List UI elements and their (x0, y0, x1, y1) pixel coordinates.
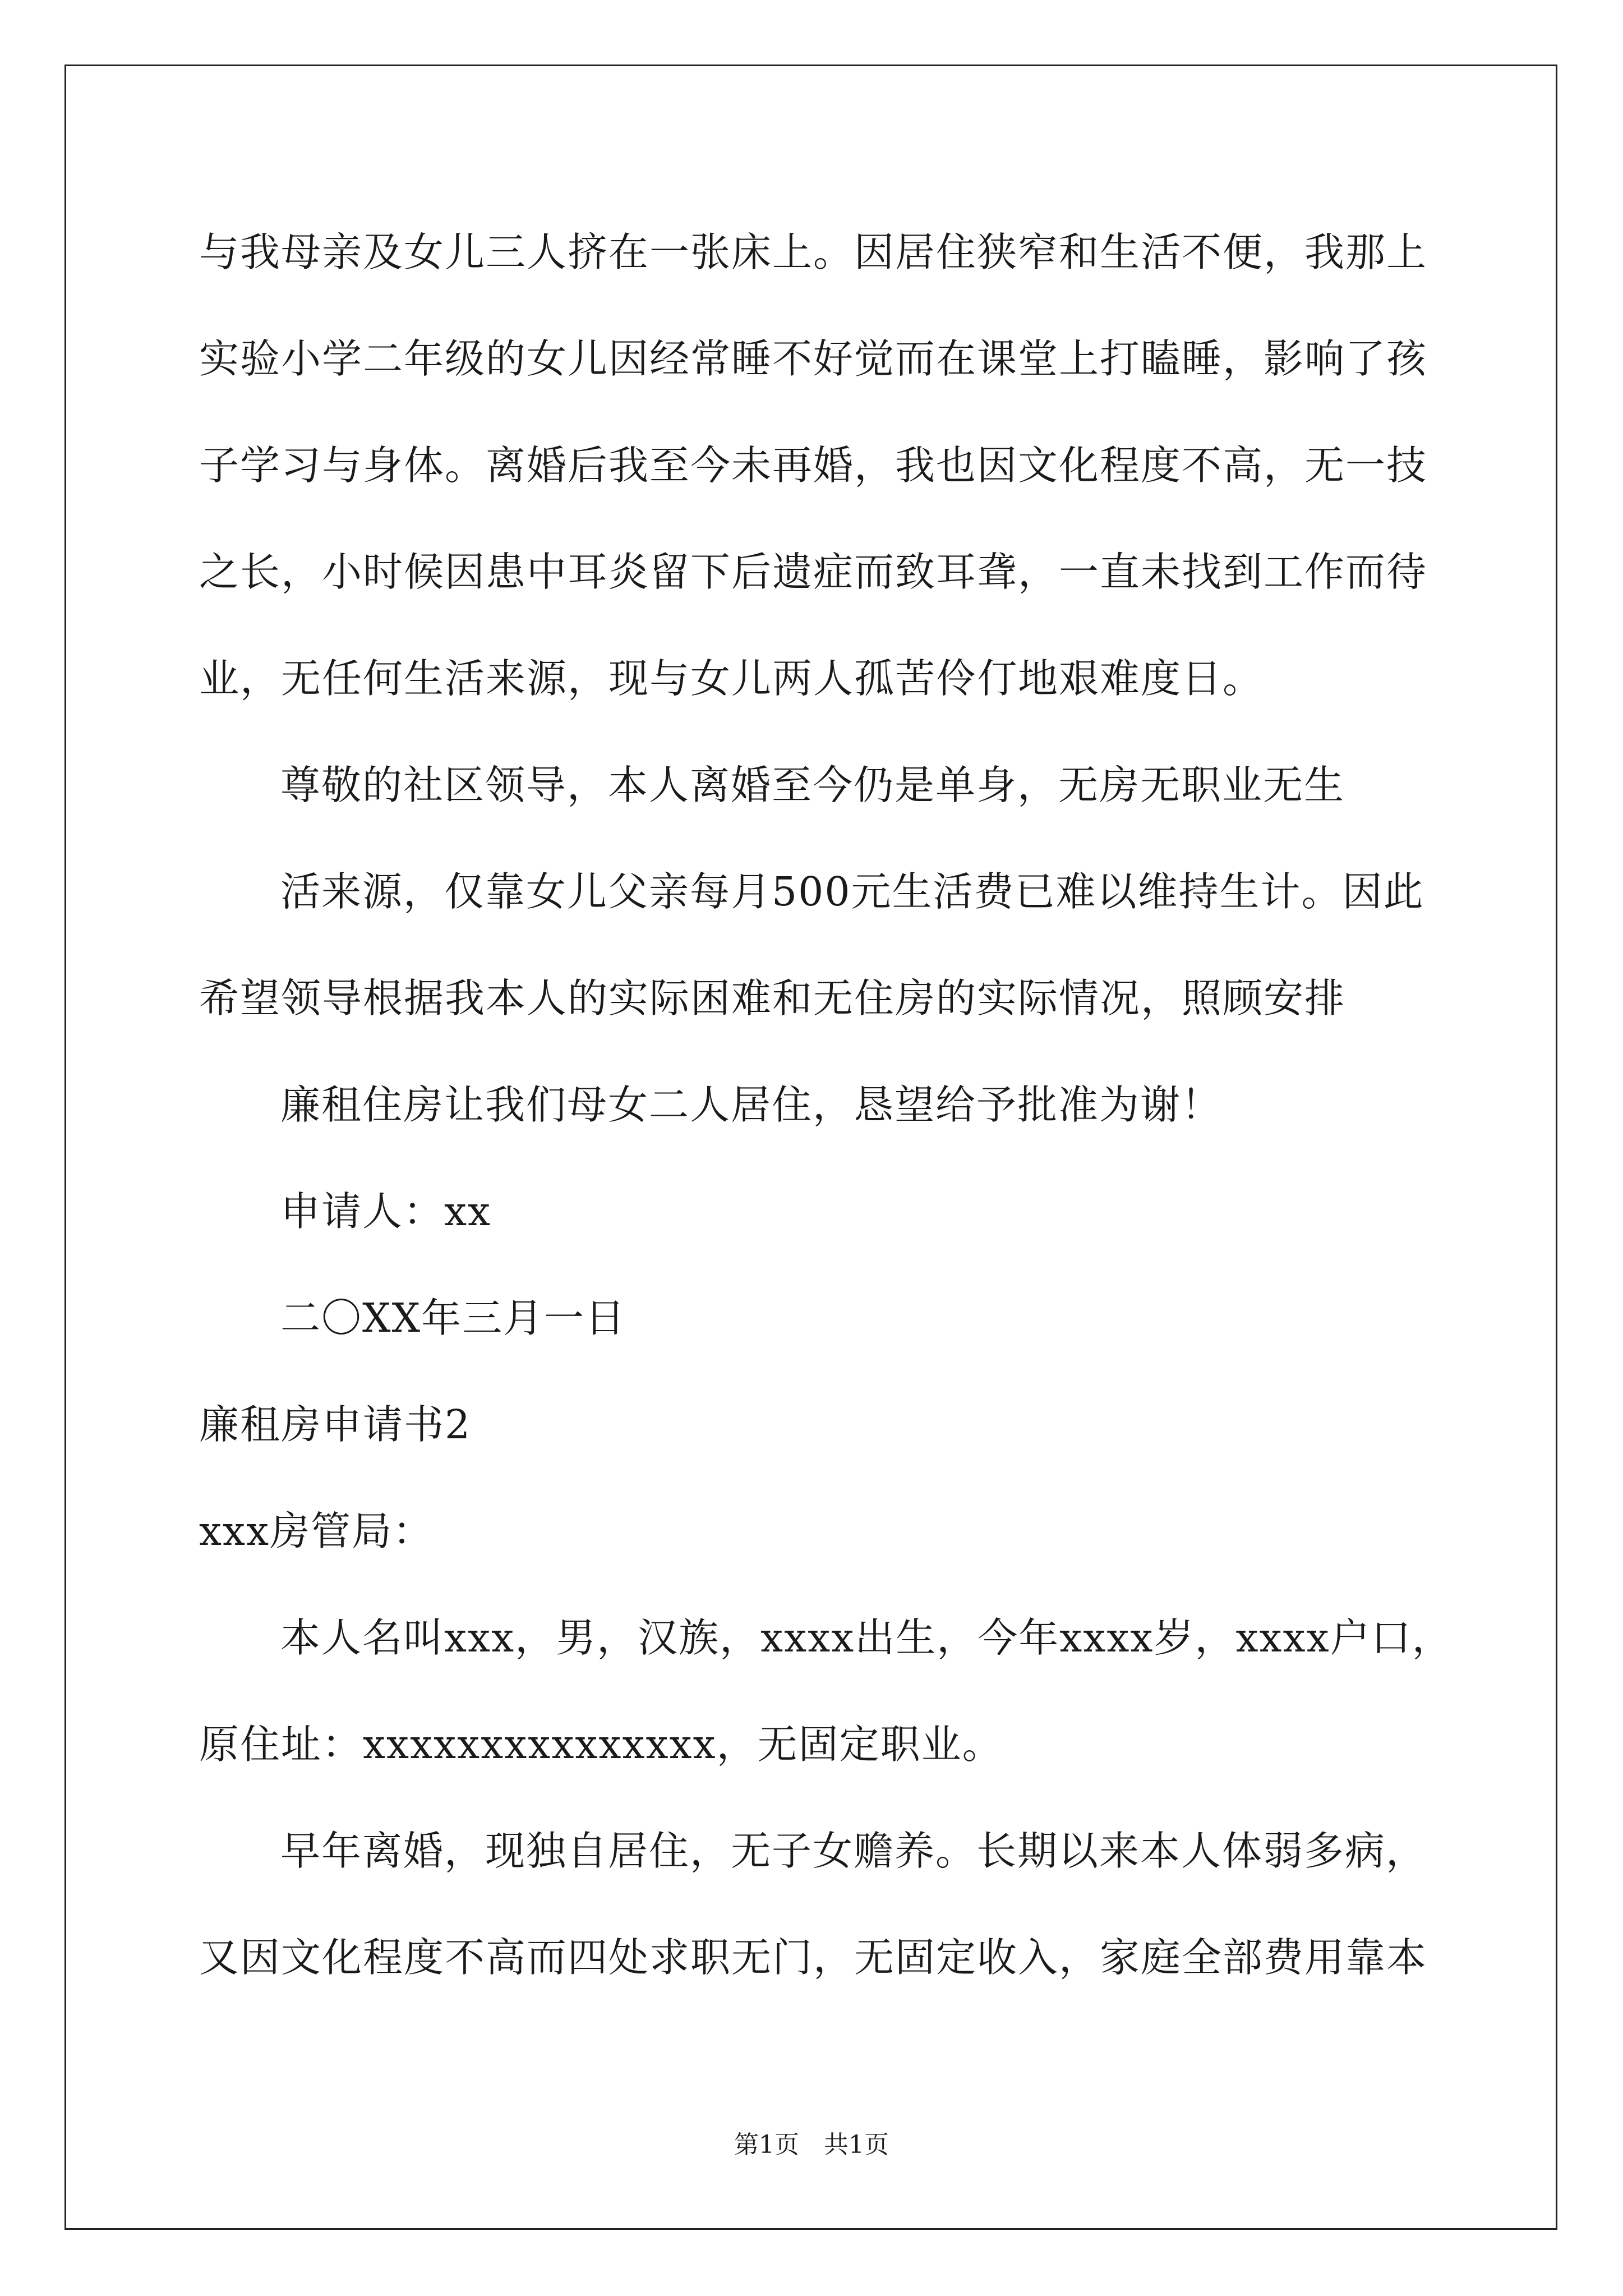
body-line-14: 本人名叫xxx，男，汉族，xxxx出生，今年xxxx岁，xxxx户口， (280, 1614, 1453, 1661)
body-line-9: 廉租住房让我们母女二人居住，恳望给予批准为谢！ (280, 1082, 1223, 1128)
body-line-6: 尊敬的社区领导，本人离婚至今仍是单身，无房无职业无生 (280, 762, 1345, 808)
body-line-17: 又因文化程度不高而四处求职无门，无固定收入，家庭全部费用靠本 (199, 1934, 1428, 1981)
applicant-line: 申请人：xx (280, 1188, 492, 1235)
page-number: 第1页 (734, 2131, 799, 2159)
section-heading: 廉租房申请书2 (199, 1401, 472, 1448)
body-line-4: 之长，小时候因患中耳炎留下后遗症而致耳聋，一直未找到工作而待 (199, 549, 1428, 595)
salutation-line: xxx房管局： (199, 1508, 434, 1554)
body-line-7: 活来源，仅靠女儿父亲每月500元生活费已难以维持生计。因此 (280, 868, 1424, 915)
page-total: 共1页 (824, 2131, 889, 2159)
body-line-1: 与我母亲及女儿三人挤在一张床上。因居住狭窄和生活不便，我那上 (199, 229, 1428, 275)
body-line-16: 早年离婚，现独自居住，无子女赡养。长期以来本人体弱多病， (280, 1828, 1427, 1874)
page-border (64, 65, 1557, 2230)
body-line-15: 原住址：xxxxxxxxxxxxxxx，无固定职业。 (199, 1721, 1003, 1768)
date-line: 二〇XX年三月一日 (280, 1295, 626, 1341)
body-line-5: 业，无任何生活来源，现与女儿两人孤苦伶仃地艰难度日。 (199, 655, 1264, 702)
body-line-8: 希望领导根据我本人的实际困难和无住房的实际情况，照顾安排 (199, 975, 1346, 1022)
body-line-2: 实验小学二年级的女儿因经常睡不好觉而在课堂上打瞌睡，影响了孩 (199, 335, 1428, 382)
body-line-3: 子学习与身体。离婚后我至今未再婚，我也因文化程度不高，无一技 (199, 442, 1428, 489)
page-footer (0, 2129, 1623, 2161)
